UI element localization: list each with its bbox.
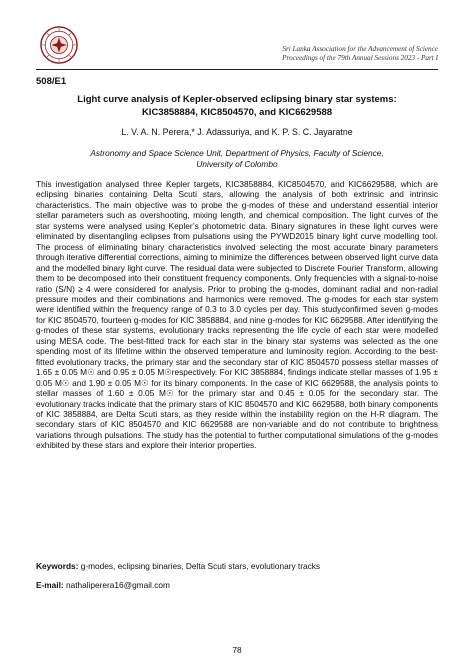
email-address: nathaliperera16@gmail.com xyxy=(65,580,170,590)
proceedings-header xyxy=(208,45,438,63)
abstract-body: This investigation analysed three Kepler targets, KIC3858884, KIC8504570, and KIC6629588, which are eclipsing binaries containing Delta Scuti stars, allowing the analysis of both extrinsic and intrinsic characteristics. The main objective was to probe the g-modes of these and understand essential interior stellar parameters such as overshooting, mixing length, and chemical composition. The light curves of the star systems were analysed using Kepler’s photometric data. Binary signatures in these light curves were eliminated by disentangling eclipses from pulsations using the PYWD2015 binary light curve modelling tool. The process of eliminating binary characteristics involved selecting the most accurate binary parameters through iterative differential corrections, aiming to minimize the differences between observed light curve data and the modelled binary light curve. The residual data were subjected to Discrete Fourier Transform, allowing them to be decomposed into their constituent frequency components. Only frequencies with a signal-to-noise ratio (S/N) ≥ 4 were considered for analysis. Prior to probing the g-modes, dominant radial and non-radial pressure modes and their combinations and harmonics were removed. The g-modes for each star system were identified within the frequency range of 0.3 to 3.0 cycles per day. This studyconfirmed seven g-modes for KIC 8504570, fourteen g-modes for KIC 3858884, and nine g-modes for KIC 6629588. After identifying the g-modes of these star systems, evolutionary tracks representing the life cycle of each star were modelled using MESA code. The best-fitted track for each star in the binary star systems was selected as the one spending most of its lifetime within the observed temperature and luminosity region. According to the best-fitted evolutionary tracks, the primary star and the secondary star of KIC 8504570 possess stellar masses of 1.65 ± 0.05 M☉ and 0.95 ± 0.05 M☉respectively. For KIC 3858884, findings indicate stellar masses of 1.95 ± 0.05 M☉ and 1.90 ± 0.05 M☉ for its binary components. In the case of KIC 6629588, the analysis points to stellar masses of 1.60 ± 0.05 M☉ for the primary star and 0.45 ± 0.05 for the secondary star. The evolutionary tracks indicate that the primary stars of KIC 8504570 and KIC 6629588, both binary components of KIC 3858884, are Delta Scuti stars, as they reside within the instability region on the H-R diagram. The secondary stars of KIC 8504570 and KIC 6629588 are non-variable and do not contribute to brightness variations through pulsations. The study has the potential to further computational simulations of the g-modes exhibited by these stars and explore their interior properties. xyxy=(36,179,438,451)
affiliation xyxy=(60,148,414,169)
header-divider xyxy=(36,69,438,70)
email-label: E-mail: xyxy=(36,580,64,590)
paper-title xyxy=(36,94,438,119)
keywords-label: Keywords: xyxy=(36,561,79,571)
affiliation-line-2: University of Colombo xyxy=(196,158,278,169)
proceedings-line-2: Proceedings of the 79th Annual Sessions 2023 - Part I xyxy=(282,54,438,62)
title-line-2: KIC3858884, KIC8504570, and KIC6629588 xyxy=(141,106,333,118)
paper-code: 508/E1 xyxy=(36,76,67,87)
email-line xyxy=(36,580,438,590)
keywords xyxy=(36,561,438,571)
affiliation-line-1: Astronomy and Space Science Unit, Department of Physics, Faculty of Science, xyxy=(90,148,384,158)
sri-lanka-association-seal-icon xyxy=(40,26,78,64)
keywords-text: g-modes, eclipsing binaries, Delta Scuti stars, evolutionary tracks xyxy=(80,561,321,571)
proceedings-line-1: Sri Lanka Association for the Advancement of Science xyxy=(282,45,438,53)
authors: L. V. A. N. Perera,* J. Adassuriya, and K. P. S. C. Jayaratne xyxy=(121,127,353,137)
page-number: 78 xyxy=(232,645,242,655)
title-line-1: Light curve analysis of Kepler-observed eclipsing binary star systems: xyxy=(77,94,397,105)
